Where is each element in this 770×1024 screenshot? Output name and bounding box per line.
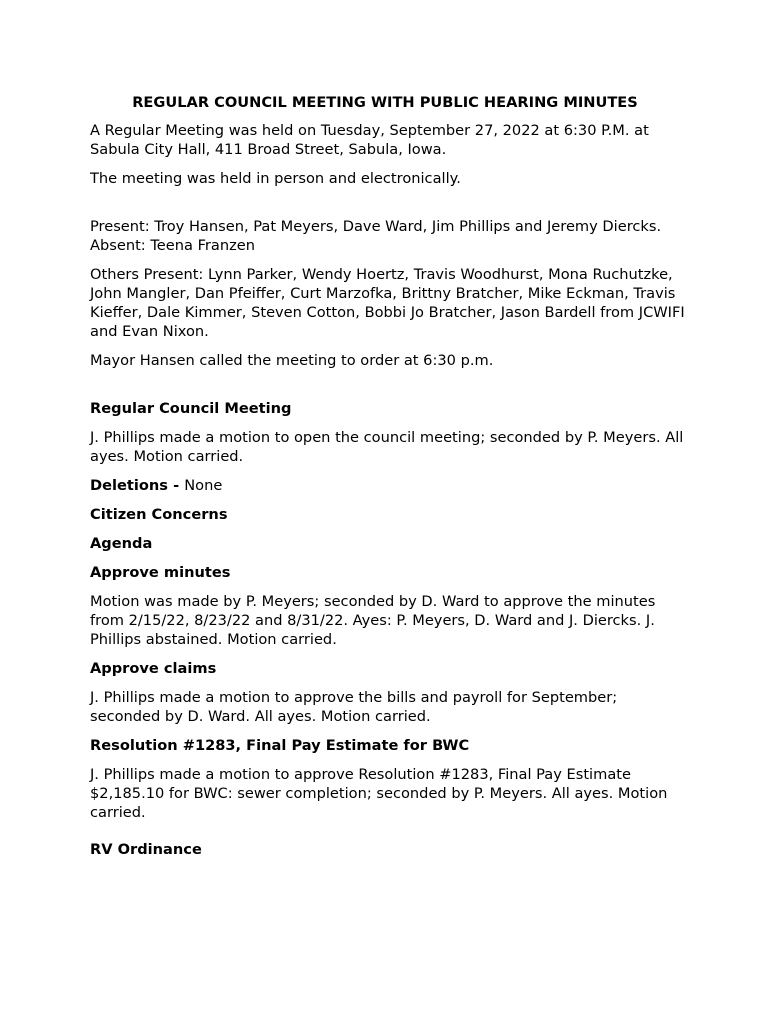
section-heading-rv-ordinance: RV Ordinance: [90, 841, 202, 858]
section-body-deletions: None: [184, 477, 223, 494]
minutes-document: [90, 93, 690, 869]
deletions-line: [90, 476, 690, 495]
section-heading-approve-claims: Approve claims: [90, 660, 217, 677]
section-heading-regular-meeting: Regular Council Meeting: [90, 400, 292, 417]
spacer: [90, 198, 690, 217]
document-title: REGULAR COUNCIL MEETING WITH PUBLIC HEARING MINUTES: [132, 94, 638, 111]
intro-paragraph: A Regular Meeting was held on Tuesday, September 27, 2022 at 6:30 P.M. at Sabula City Hall, 411 Broad Street, Sabula, Iowa.: [90, 122, 649, 158]
attendance-present: Present: Troy Hansen, Pat Meyers, Dave Ward, Jim Phillips and Jeremy Diercks. Absent: Teena Franzen: [90, 218, 662, 254]
section-heading-resolution-1283: Resolution #1283, Final Pay Estimate for BWC: [90, 737, 470, 754]
spacer: [90, 832, 690, 840]
section-body-approve-minutes: Motion was made by P. Meyers; seconded by D. Ward to approve the minutes from 2/15/22, 8/23/22 and 8/31/22. Ayes: P. Meyers, D. Ward and J. Diercks. J. Phillips abstained. Motion carried.: [90, 593, 656, 648]
section-heading-agenda: Agenda: [90, 535, 153, 552]
section-body-resolution-1283: J. Phillips made a motion to approve Resolution #1283, Final Pay Estimate $2,185.10 for BWC: sewer completion; seconded by P. Meyers. All ayes. Motion carried.: [90, 766, 668, 821]
section-heading-approve-minutes: Approve minutes: [90, 564, 231, 581]
format-note: The meeting was held in person and electronically.: [90, 170, 461, 187]
section-heading-citizen-concerns: Citizen Concerns: [90, 506, 228, 523]
spacer: [90, 380, 690, 399]
attendance-others: Others Present: Lynn Parker, Wendy Hoertz, Travis Woodhurst, Mona Ruchutzke, John Mangler, Dan Pfeiffer, Curt Marzofka, Brittny Bratcher, Mike Eckman, Travis Kieffer, Dale Kimmer, Steven Cotton, Bobbi Jo Bratcher, Jason Bardell from JCWIFI and Evan Nixon.: [90, 266, 685, 340]
call-to-order: Mayor Hansen called the meeting to order at 6:30 p.m.: [90, 352, 494, 369]
section-body-approve-claims: J. Phillips made a motion to approve the bills and payroll for September; seconded by D. Ward. All ayes. Motion carried.: [90, 689, 618, 725]
section-heading-deletions: Deletions -: [90, 477, 185, 494]
section-body-regular-meeting: J. Phillips made a motion to open the council meeting; seconded by P. Meyers. All ayes. Motion carried.: [90, 429, 684, 465]
